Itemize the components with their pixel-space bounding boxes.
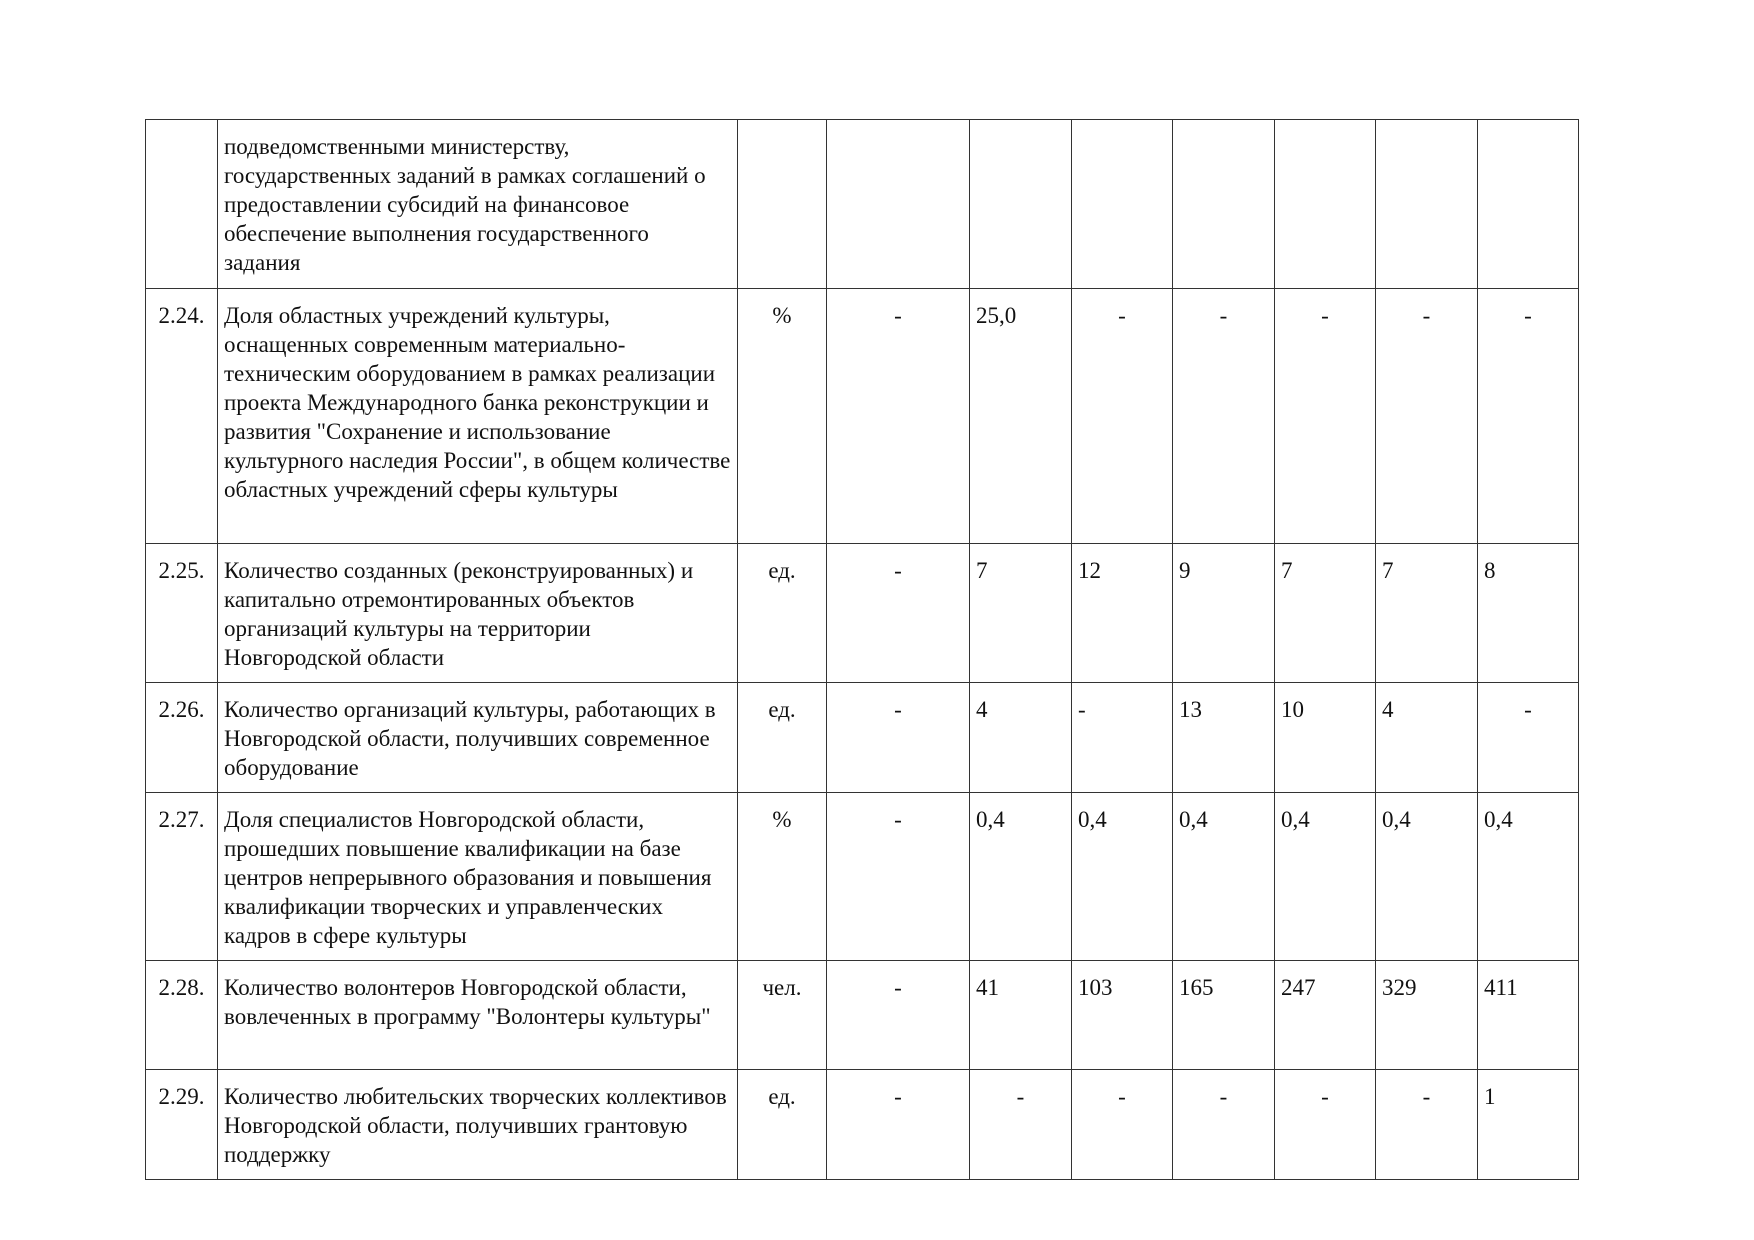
unit-cell [738,120,827,289]
base-value-cell: - [827,961,970,1070]
value-cell: - [1376,289,1478,544]
table-row [146,793,1579,961]
table-row [146,544,1579,683]
value-cell: 411 [1478,961,1579,1070]
value-cell: - [1376,1070,1478,1180]
base-value-cell [827,120,970,289]
value-cell: 0,4 [1072,793,1173,961]
value-cell: 103 [1072,961,1173,1070]
value-cell: 41 [970,961,1072,1070]
table-row [146,1070,1579,1180]
base-value-cell: - [827,1070,970,1180]
indicator-name-cell: подведомственными министерству, государственных заданий в рамках соглашений о предоставлении субсидий на финансовое обеспечение выполнения государственного задания [218,120,738,289]
value-cell: - [1173,1070,1275,1180]
value-cell: 247 [1275,961,1376,1070]
value-cell: 0,4 [1173,793,1275,961]
value-cell [1275,120,1376,289]
value-cell: 9 [1173,544,1275,683]
row-number-cell [146,120,218,289]
value-cell [1376,120,1478,289]
unit-cell: ед. [738,544,827,683]
value-cell: - [1275,289,1376,544]
table-row [146,683,1579,793]
value-cell: 0,4 [970,793,1072,961]
indicator-name-cell: Количество волонтеров Новгородской области, вовлеченных в программу "Волонтеры культуры" [218,961,738,1070]
value-cell: 12 [1072,544,1173,683]
indicator-name-cell: Количество организаций культуры, работающих в Новгородской области, получивших современное оборудование [218,683,738,793]
value-cell: - [970,1070,1072,1180]
value-cell: 13 [1173,683,1275,793]
indicator-name-cell: Количество созданных (реконструированных) и капитально отремонтированных объектов организаций культуры на территории Новгородской области [218,544,738,683]
indicator-name-cell: Доля специалистов Новгородской области, прошедших повышение квалификации на базе центров непрерывного образования и повышения квалификации творческих и управленческих кадров в сфере культуры [218,793,738,961]
table-row [146,289,1579,544]
base-value-cell: - [827,544,970,683]
value-cell: 25,0 [970,289,1072,544]
value-cell [1173,120,1275,289]
row-number-cell: 2.25. [146,544,218,683]
value-cell: 4 [1376,683,1478,793]
value-cell: 10 [1275,683,1376,793]
value-cell [1072,120,1173,289]
value-cell: 7 [1376,544,1478,683]
value-cell: - [1072,1070,1173,1180]
unit-cell: ед. [738,683,827,793]
indicator-name-cell: Доля областных учреждений культуры, оснащенных современным материально-техническим оборудованием в рамках реализации проекта Международного банка реконструкции и развития "Сохранение и использование культурного наследия России", в общем количестве областных учреждений сферы культуры [218,289,738,544]
value-cell: - [1072,683,1173,793]
value-cell: - [1275,1070,1376,1180]
row-number-cell: 2.27. [146,793,218,961]
value-cell: - [1173,289,1275,544]
value-cell: 0,4 [1275,793,1376,961]
value-cell: 0,4 [1478,793,1579,961]
value-cell: - [1072,289,1173,544]
unit-cell: % [738,289,827,544]
base-value-cell: - [827,289,970,544]
row-number-cell: 2.28. [146,961,218,1070]
value-cell: 7 [970,544,1072,683]
value-cell [970,120,1072,289]
value-cell: - [1478,289,1579,544]
value-cell: 4 [970,683,1072,793]
row-number-cell: 2.29. [146,1070,218,1180]
table-row [146,961,1579,1070]
row-number-cell: 2.24. [146,289,218,544]
unit-cell: чел. [738,961,827,1070]
unit-cell: % [738,793,827,961]
value-cell: 8 [1478,544,1579,683]
value-cell: 0,4 [1376,793,1478,961]
value-cell: - [1478,683,1579,793]
value-cell [1478,120,1579,289]
table-row [146,120,1579,289]
indicators-table [145,119,1579,1180]
indicator-name-cell: Количество любительских творческих коллективов Новгородской области, получивших грантовую поддержку [218,1070,738,1180]
base-value-cell: - [827,683,970,793]
value-cell: 329 [1376,961,1478,1070]
value-cell: 165 [1173,961,1275,1070]
unit-cell: ед. [738,1070,827,1180]
value-cell: 7 [1275,544,1376,683]
row-number-cell: 2.26. [146,683,218,793]
base-value-cell: - [827,793,970,961]
value-cell: 1 [1478,1070,1579,1180]
